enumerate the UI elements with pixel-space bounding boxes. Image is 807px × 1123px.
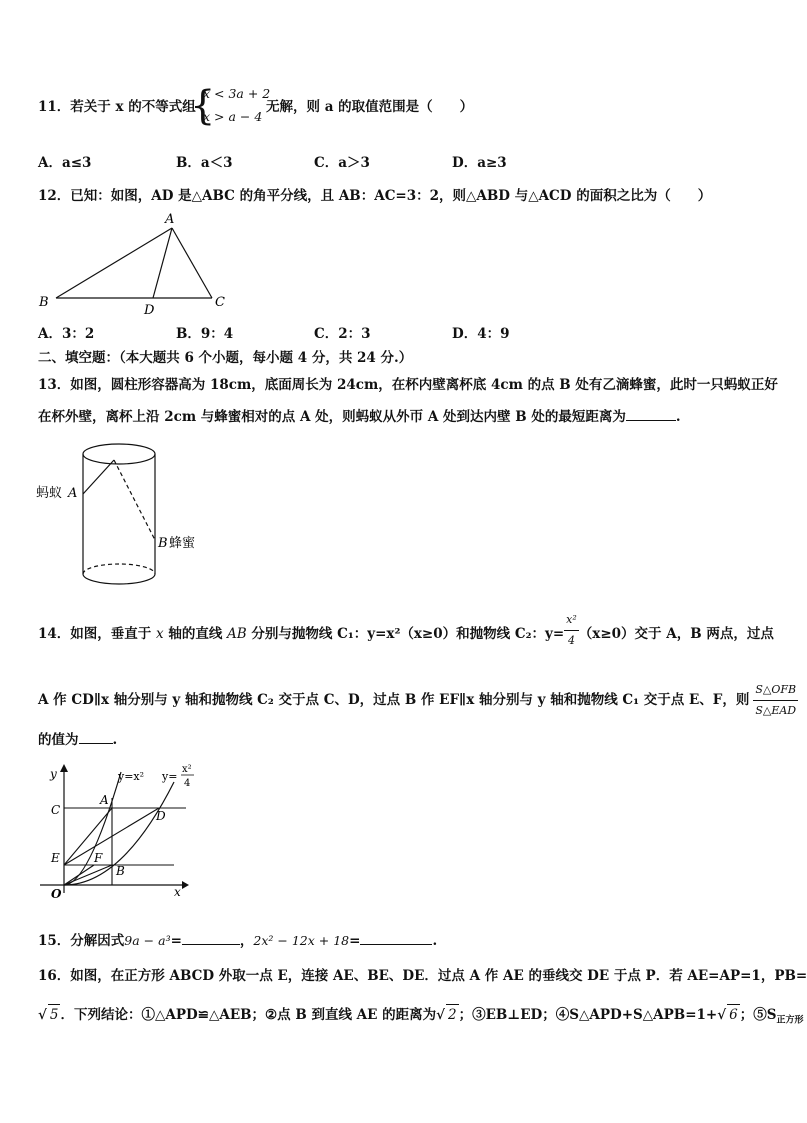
q16-line-2: √ 5 ．下列结论：①△APD≌△AEB；②点 B 到直线 AE 的距离为√ 2 ；③EB⊥ED；④S△APD+S△APB=1+√ 6 ；$⑤S_{正方形}$ [38, 1004, 803, 1031]
label-point-b: B [158, 536, 168, 551]
q11-prefix: 11．若关于 x 的不等式组 [38, 99, 196, 115]
bisector-ad [153, 228, 172, 298]
q11-option-c: C．a＞3 [314, 155, 370, 171]
q16-line-1: 16．如图，在正方形 ABCD 外取一点 E，连接 AE、BE、DE．过点 A 作 AE 的垂线交 DE 于点 P．若 AE=AP=1，PB= [38, 968, 807, 984]
q12-option-b: B．9：4 [176, 326, 234, 342]
ant-path-inner [114, 460, 155, 540]
label-c: C [215, 295, 225, 310]
q11-option-a: A．a≤3 [38, 155, 92, 171]
label-d: D [156, 809, 166, 823]
answer-blank-2 [360, 930, 432, 945]
side-ab [56, 228, 172, 298]
label-f: F [94, 851, 103, 865]
q11-option-d: D．a≥3 [452, 155, 507, 171]
label-a: A [165, 212, 175, 227]
q12-option-c: C．2：3 [314, 326, 371, 342]
q12-option-d: D．4：9 [452, 326, 510, 342]
label-curve-c1: y=x² [118, 770, 145, 783]
answer-blank [79, 729, 113, 744]
cylinder-top [83, 444, 155, 464]
q14-line-2: A 作 CD∥x 轴分别与 y 轴和抛物线 C₂ 交于点 C、D，过点 B 作 EF∥x 轴分别与 y 轴和抛物线 C₁ 交于点 E、F，则 $\frac{\text{S△OFB}}{\text{S△EAD}}$ [38, 680, 798, 721]
y-axis-arrow [60, 764, 68, 772]
label-point-a: A [68, 486, 78, 501]
label-axis-y: y [50, 767, 57, 781]
label-b: B [116, 864, 125, 878]
q12-option-a: A．3：2 [38, 326, 95, 342]
q11-suffix: 无解，则 a 的取值范围是（ ） [266, 99, 474, 115]
label-c: C [51, 803, 61, 817]
label-ant: 蚂蚁 [36, 486, 63, 501]
ant-path-outer [83, 460, 114, 494]
label-curve-c2-num: x² [182, 764, 192, 775]
label-b: B [39, 295, 49, 310]
cylinder-figure [34, 436, 214, 592]
c2-fraction: $\frac{\text{x²}}{4}$ [564, 610, 579, 651]
answer-blank [626, 406, 676, 421]
cylinder-bottom-front [83, 574, 155, 584]
q11-option-b: B．a＜3 [176, 155, 233, 171]
label-axis-x: x [174, 885, 181, 899]
x-axis-arrow [182, 881, 189, 889]
q12-text: 12．已知：如图，AD 是△ABC 的角平分线，且 AB：AC=3：2，则△ABD 与△ACD 的面积之比为（ ） [38, 188, 712, 204]
label-d: D [144, 303, 155, 318]
segment-ob [64, 865, 112, 885]
cylinder-bottom-back [83, 564, 155, 574]
q13-line-2: 在杯外壁，离杯上沿 2cm 与蜂蜜相对的点 A 处，则蚂蚁从外帀 A 处到达内壁 B 处的最短距离为 . [38, 406, 681, 427]
label-curve-c2-prefix: y= [162, 770, 178, 783]
q11-inequality-2: x > a − 4 [203, 109, 263, 124]
q14-line-3: 的值为 . [38, 729, 117, 750]
section-heading: 二、填空题：（本大题共 6 个小题，每小题 4 分，共 24 分.） [38, 350, 413, 366]
label-curve-c2-den: 4 [184, 778, 191, 789]
q11-inequality-1: x < 3a + 2 [203, 86, 271, 101]
triangle-figure [34, 210, 234, 320]
answer-blank-1 [182, 930, 240, 945]
side-ac [172, 228, 212, 298]
parabola-graph [36, 758, 226, 901]
label-honey: 蜂蜜 [169, 536, 196, 551]
label-e: E [51, 851, 60, 865]
q14-line-1: 14．如图，垂直于 x 轴的直线 AB 分别与抛物线 C₁：y=x²（x≥0）和抛物线 C₂：y= $\frac{\text{x²}}{4}$ （x≥0）交于 A，B 两点，过点 [38, 618, 774, 651]
segment-ea [64, 808, 112, 865]
q13-line-1: 13．如图，圆柱形容器高为 18cm，底面周长为 24cm，在杯内壁离杯底 4cm 的点 B 处有乙滴蜂蜜，此时一只蚂蚁正好 [38, 377, 778, 393]
label-origin: O [51, 887, 62, 901]
system-brace: { [190, 83, 216, 129]
label-a: A [100, 793, 109, 807]
segment-of [64, 865, 94, 885]
area-ratio: $\frac{\text{S△OFB}}{\text{S△EAD}}$ [753, 680, 798, 721]
q15-line: 15．分解因式9a − a³= ，2x² − 12x + 18= . [38, 930, 437, 951]
